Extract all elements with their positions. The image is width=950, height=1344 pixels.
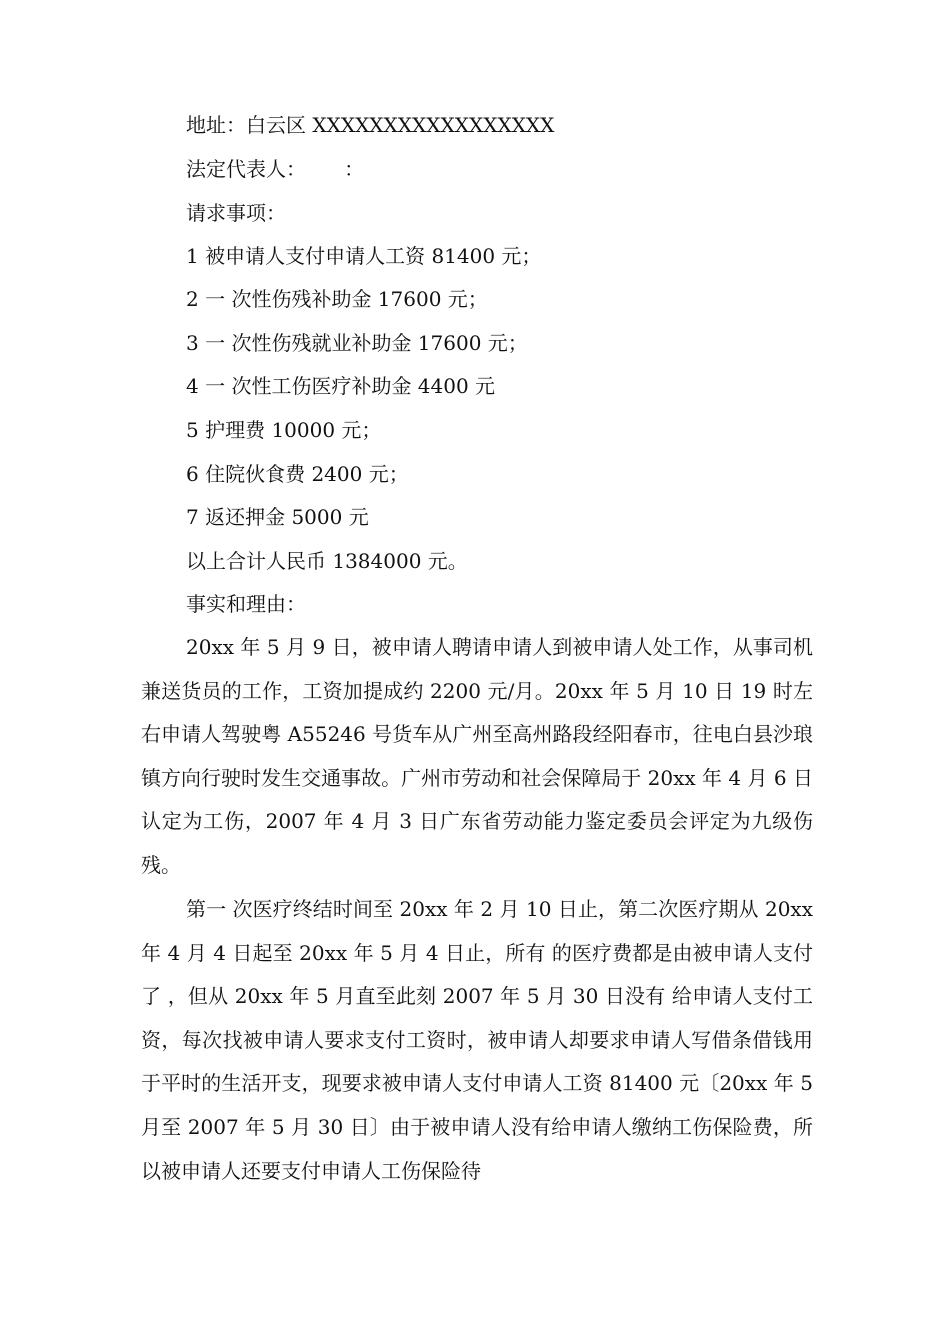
facts-paragraph-2: 第一 次医疗终结时间至 20xx 年 2 月 10 日止，第二次医疗期从 20xx 年 4 月 4 日起至 20xx 年 5 月 4 日止，所有 的医疗费都是由被申请人支付了 ，但从 20xx 年 5 月直至此刻 2007 年 5 月 30 日没有 给申请人支付工资，每次找被申请人要求支付工资时，被申请人却要求申请人写借条借钱用于平时的生活开支，现要求被申请人支付申请人工资 81400 元〔20xx 年 5 月至 2007 年 5 月 30 日〕由于被申请人没有给申请人缴纳工伤保险费，所以被申请人还要支付申请人工伤保险待	[141, 897, 813, 1183]
claim-item-7: 7 返还押金 5000 元	[186, 505, 369, 529]
claim-item-1: 1 被申请人支付申请人工资 81400 元；	[186, 244, 542, 268]
legal-representative-line: 法定代表人： ：	[186, 157, 365, 181]
claim-item-2: 2 一 次性伤残补助金 17600 元；	[186, 287, 488, 311]
claim-item-6: 6 住院伙食费 2400 元；	[186, 462, 409, 486]
facts-paragraph-1: 20xx 年 5 月 9 日，被申请人聘请申请人到被申请人处工作，从事司机兼送货员的工作，工资加提成约 2200 元/月。20xx 年 5 月 10 日 19 时左右申请人驾驶粤 A55246 号货车从广州至高州路段经阳春市，往电白县沙琅镇方向行驶时发生交通事故。广州市劳动和社会保障局于 20xx 年 4 月 6 日认定为工伤，2007 年 4 月 3 日广东省劳动能力鉴定委员会评定为九级伤残。	[141, 635, 813, 877]
facts-heading: 事实和理由：	[186, 592, 306, 616]
claim-item-5: 5 护理费 10000 元；	[186, 418, 382, 442]
claim-item-3: 3 一 次性伤残就业补助金 17600 元；	[186, 331, 528, 355]
claim-item-4: 4 一 次性工伤医疗补助金 4400 元	[186, 374, 496, 398]
claims-total: 以上合计人民币 1384000 元。	[186, 549, 468, 573]
address-line: 地址：白云区 XXXXXXXXXXXXXXXXX	[186, 113, 555, 137]
claims-heading: 请求事项：	[186, 201, 286, 225]
